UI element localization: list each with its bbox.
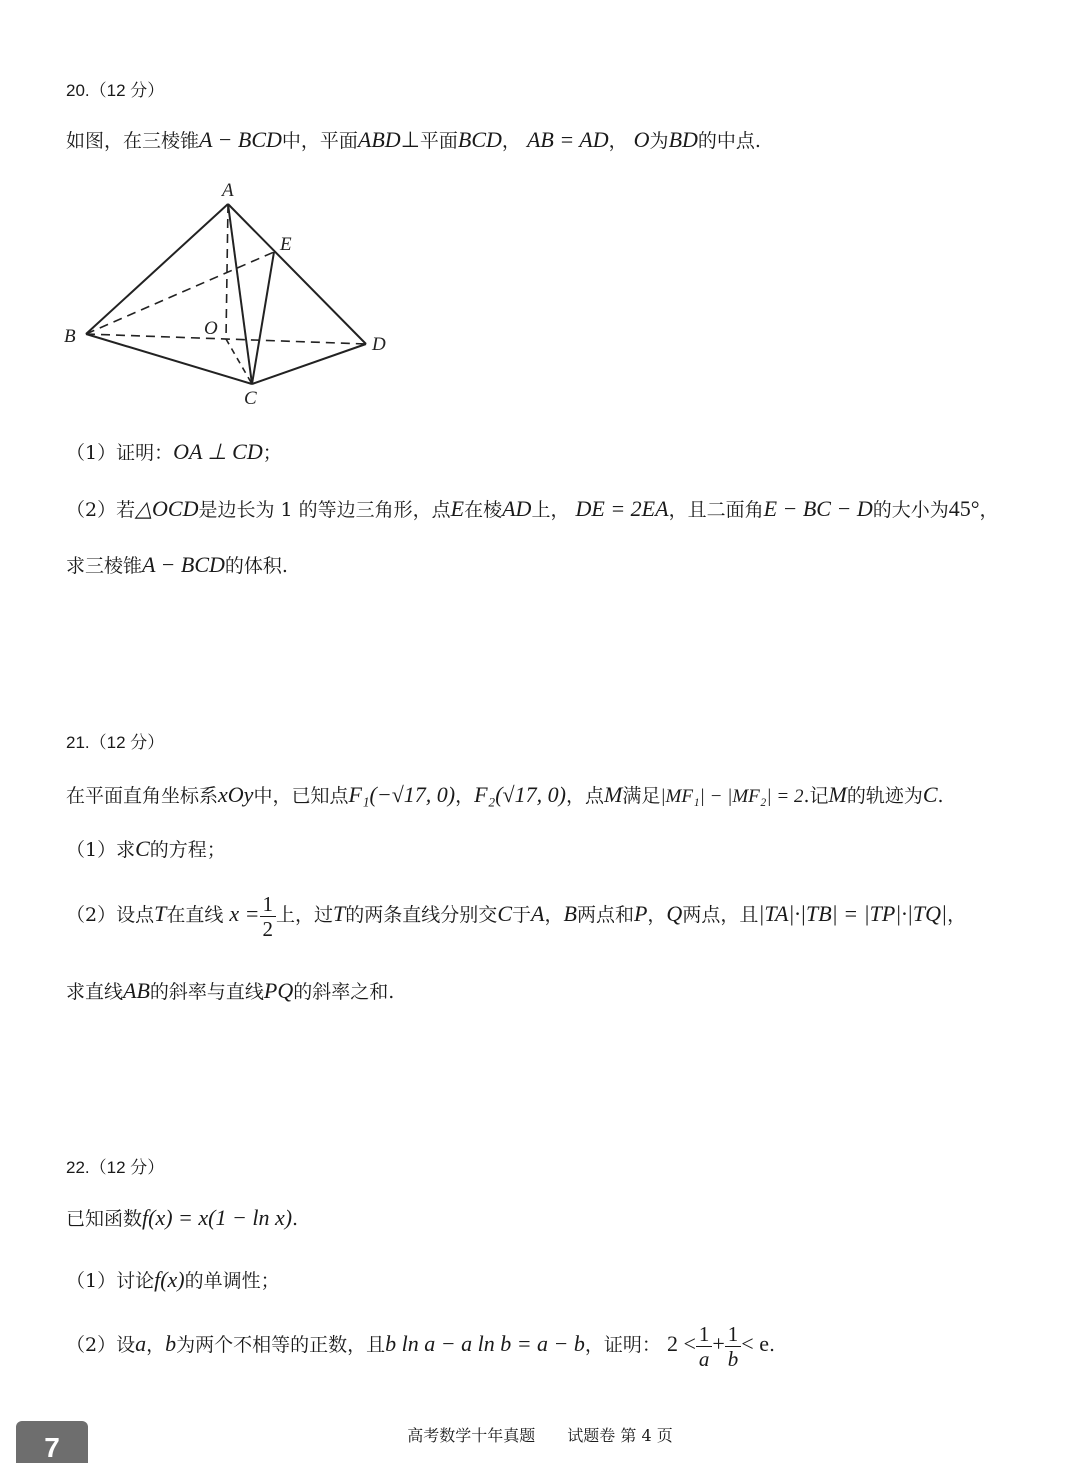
label-B: B <box>64 326 76 347</box>
label-A: A <box>222 180 234 201</box>
q22-part1: （1）讨论f(x)的单调性； <box>66 1267 280 1292</box>
page-number-badge: 7 <box>16 1421 88 1463</box>
q21-header: 21.（12 分） <box>66 733 165 752</box>
q20-part2-cont: 求三棱锥A − BCD的体积. <box>66 552 288 577</box>
q20-header: 20.（12 分） <box>66 81 165 100</box>
fraction-one-over-a: $\frac{1}{a}$ <box>696 1322 713 1371</box>
edge-AB <box>86 204 228 334</box>
edge-AD <box>228 204 366 344</box>
q21-statement: 在平面直角坐标系xOy中，已知点F₁(−√17, 0)，F₂(√17, 0)，点M满足|MF₁| − |MF₂| = 2.记M的轨迹为C. <box>66 782 944 807</box>
label-E: E <box>280 234 292 255</box>
fraction-one-half: $\frac{1}{2}$ <box>260 892 277 941</box>
q20-statement: 如图，在三棱锥A − BCD中，平面ABD⊥平面BCD， AB = AD， O为BD的中点. <box>66 127 761 152</box>
q21-part2-cont: 求直线AB的斜率与直线PQ的斜率之和. <box>66 978 395 1003</box>
q21-part1: （1）求C的方程； <box>66 836 226 861</box>
q22-part2: （2）设a，b为两个不相等的正数，且b ln a − a ln b = a − b，证明： 2 < $\frac{1}{a}$ + $\frac{1}{b}$ < e. <box>66 1321 776 1371</box>
q22-statement: 已知函数f(x) = x(1 − ln x). <box>66 1205 299 1230</box>
q22-header: 22.（12 分） <box>66 1158 165 1177</box>
edge-AO <box>226 204 228 339</box>
q20-part1: （1）证明：OA ⊥ CD； <box>66 439 282 464</box>
pyramid-diagram <box>60 178 400 410</box>
label-D: D <box>372 334 386 355</box>
edge-CD <box>252 344 366 384</box>
label-O: O <box>204 318 218 339</box>
edge-BE <box>86 252 274 334</box>
edge-EC <box>252 252 274 384</box>
q21-part2: （2）设点T在直线 x = $\frac{1}{2}$ 上，过T的两条直线分别交C于A，B两点和P，Q两点，且|TA|·|TB| = |TP|·|TQ|， <box>66 891 967 941</box>
edge-AC <box>228 204 252 384</box>
label-C: C <box>244 388 257 409</box>
q20-part2: （2）若△OCD是边长为 1 的等边三角形，点E在棱AD上， DE = 2EA，且二面角E − BC − D的大小为45°， <box>66 496 999 521</box>
page-footer: 高考数学十年真题 试题卷 第 4 页 <box>407 1426 673 1445</box>
fraction-one-over-b: $\frac{1}{b}$ <box>725 1322 742 1371</box>
